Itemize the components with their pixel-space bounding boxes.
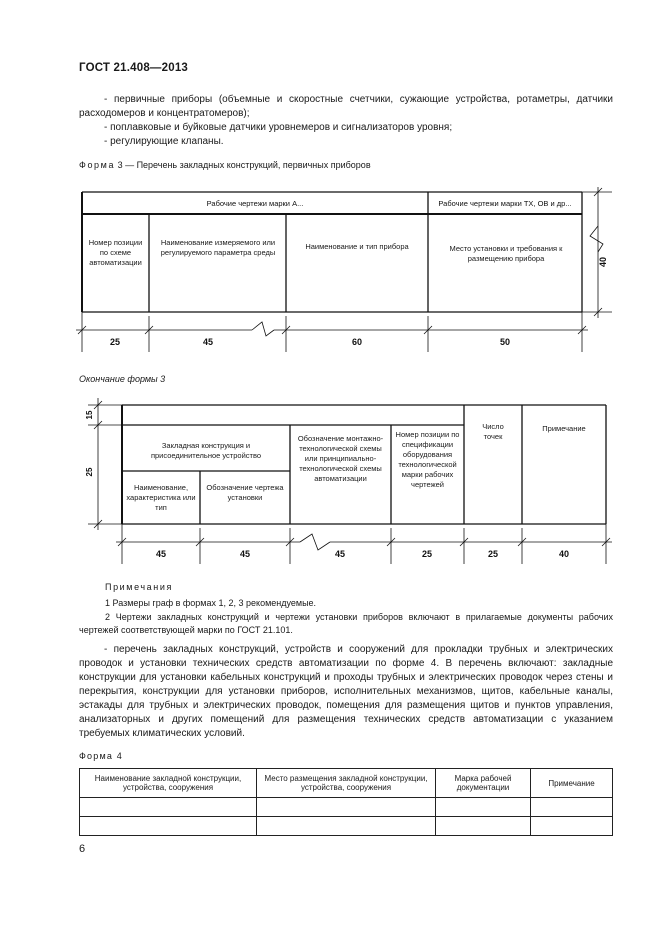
form3end-width-2: 45 xyxy=(239,549,251,559)
form3end-sub1-header: Наименование, характеристика или тип xyxy=(126,483,196,512)
form3end-col3-header: Обозначение монтажно-технологической схемы или принципиально-технологической схемы автоматизации xyxy=(297,434,384,483)
form3-caption-label: Форма xyxy=(79,160,116,170)
form3end-width-1: 45 xyxy=(155,549,167,559)
form4-header-4: Примечание xyxy=(531,769,613,798)
form4-header-3: Марка рабочей документации xyxy=(436,769,531,798)
form4-cell xyxy=(80,817,257,836)
form4-cell xyxy=(436,798,531,817)
form3-width-4: 50 xyxy=(499,337,511,347)
form3end-col6-header: Примечание xyxy=(542,424,586,433)
form3-group-left: Рабочие чертежи марки А... xyxy=(206,199,304,208)
form3end-height-2: 25 xyxy=(85,467,94,477)
intro-item-2: - поплавковые и буйковые датчики уровнемеров и сигнализаторов уровня; xyxy=(104,122,453,133)
form4-empty-row xyxy=(80,817,613,836)
form3-col4-header: Место установки и требования к размещению прибора xyxy=(449,244,563,263)
form3-width-2: 45 xyxy=(202,337,214,347)
form4-header-2: Место размещения закладной конструкции, устройства, сооружения xyxy=(257,769,436,798)
form3end-width-6: 40 xyxy=(558,549,570,559)
form4-cell xyxy=(531,798,613,817)
form4-cell xyxy=(531,817,613,836)
page-header: ГОСТ 21.408—2013 xyxy=(79,62,189,74)
form3end-width-5: 25 xyxy=(487,549,499,559)
form3-height: 40 xyxy=(598,256,608,268)
form4-table xyxy=(79,768,613,836)
form3end-group-header: Закладная конструкция и присоединительное устройство xyxy=(150,441,262,460)
form4-cell xyxy=(257,817,436,836)
form4-cell xyxy=(80,798,257,817)
body-paragraph: - перечень закладных конструкций, устройств и сооружений для прокладки трубных и электрических проводок и установки технических средств автоматизации по форме 4. В перечень включают: закладные конструкции для установки кабельных конструкций и проходы трубных и электрических проводок через стены и перекрытия, конструкции для установки приборов, исполнительных механизмов, щитов, кабельные каналы, эстакады для трубных и электрических проводок, помещения для размещения щитов и пунктов управления, анализаторных и других помещений для размещения технических средств автоматизации с указанием требуемых климатических условий. xyxy=(79,644,613,739)
form3-col2-header: Наименование измеряемого или регулируемого параметра среды xyxy=(160,238,276,257)
intro-item-3: - регулирующие клапаны. xyxy=(104,136,224,147)
form3end-height-1: 15 xyxy=(85,410,94,420)
form4-cell xyxy=(436,817,531,836)
form3-caption-text: 3 — Перечень закладных конструкций, первичных приборов xyxy=(117,160,371,170)
form4-cell xyxy=(257,798,436,817)
form3-col1-header: Номер позиции по схеме автоматизации xyxy=(88,238,143,267)
note-1: 1 Размеры граф в формах 1, 2, 3 рекомендуемые. xyxy=(105,598,317,608)
form3end-col4-header: Номер позиции по спецификации оборудования технологической марки рабочих чертежей xyxy=(395,430,460,489)
note-2: 2 Чертежи закладных конструкций и чертежи установки приборов включают в прилагаемые документы рабочих чертежей соответствующей марки по ГОСТ 21.101. xyxy=(79,612,613,635)
page-number: 6 xyxy=(79,843,86,855)
form3end-sub2-header: Обозначение чертежа установки xyxy=(206,483,284,502)
form3end-col5-header: Число точек xyxy=(482,422,504,441)
form4-caption: Форма 4 xyxy=(79,751,123,761)
intro-item-1: - первичные приборы (объемные и скоростные счетчики, сужающие устройства, ротаметры, датчики расходомеров и концентратомеров); xyxy=(79,94,613,119)
form4-header-1: Наименование закладной конструкции, устройства, сооружения xyxy=(80,769,257,798)
notes-title: Примечания xyxy=(105,582,173,592)
form3-group-right: Рабочие чертежи марки ТХ, ОВ и др... xyxy=(438,199,572,208)
form4-empty-row xyxy=(80,798,613,817)
form3-width-1: 25 xyxy=(109,337,121,347)
form3-end-caption: Окончание формы 3 xyxy=(79,374,166,384)
form3end-width-4: 25 xyxy=(421,549,433,559)
form3end-width-3: 45 xyxy=(334,549,346,559)
form3-col3-header: Наименование и тип прибора xyxy=(305,242,409,251)
form3-width-3: 60 xyxy=(351,337,363,347)
